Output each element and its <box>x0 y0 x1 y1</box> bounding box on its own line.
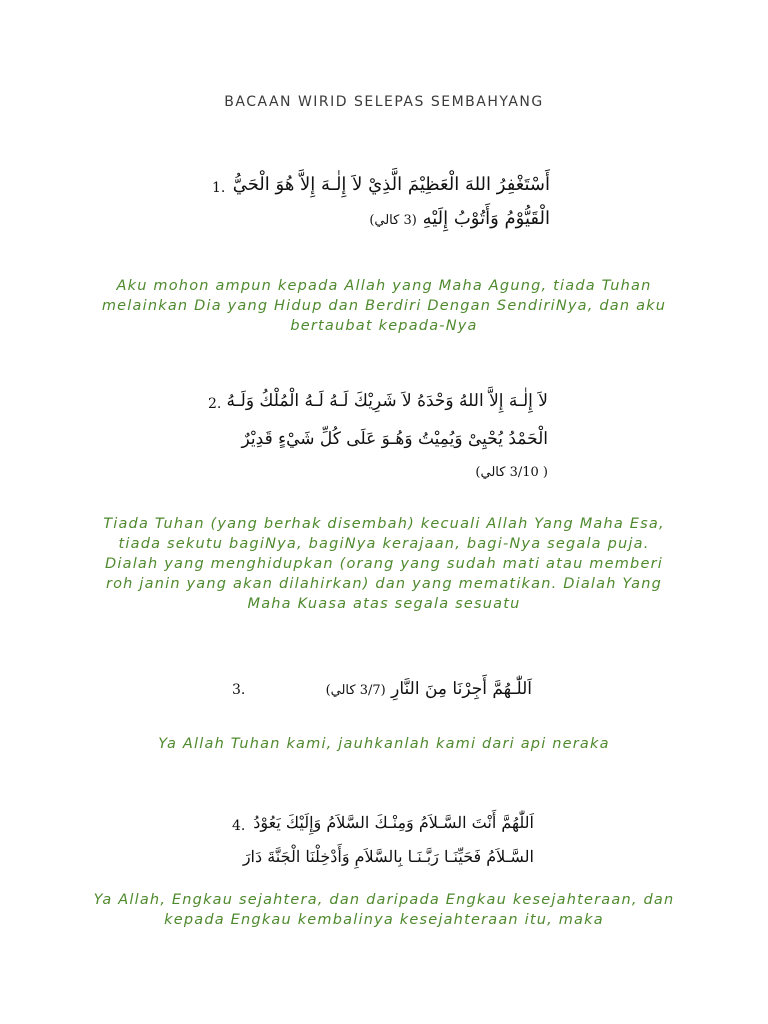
arabic-line: لاَ إِلٰـهَ إِلاَّ اللهُ وَحْدَهُ لاَ شَرِيْكَ لَـهُ لَـهُ الْمُلْكُ وَلَـهُ <box>226 391 548 411</box>
arabic-verse-2 <box>226 382 548 488</box>
translation-3: Ya Allah Tuhan kami, jauhkanlah kami dari api neraka <box>158 736 610 752</box>
arabic-line: السَّـلاَمُ فَحَيِّنَـا رَبَّـنَـا بِالسَّلاَمِ وَأَدْخِلْنَا الْجَنَّةَ دَارَ <box>242 847 534 866</box>
arabic-line: أَسْتَغْفِرُ اللهَ الْعَظِيْمَ الَّذِيْ لاَ إِلٰـهَ إِلاَّ هُوَ الْحَيُّ <box>232 174 550 195</box>
repeat-count: (3/7 كالي) <box>325 683 386 698</box>
arabic-verse-4 <box>242 806 534 874</box>
arabic-line: اَللّٰـهُمَّ أَجِرْنَا مِنَ النَّارِ (3/7 كالي) <box>325 679 532 699</box>
item-number: 3. <box>232 682 246 698</box>
translation-2: Tiada Tuhan (yang berhak disembah) kecuali Allah Yang Maha Esa, tiada sekutu bagiNya, bagiNya kerajaan, bagi-Nya segala puja. Dialah yang menghidupkan (orang yang sudah mati atau memberi roh janin yang akan dilahirkan) dan yang mematikan. Dialah Yang Maha Kuasa atas segala sesuatu <box>103 516 665 612</box>
page-title: BACAAN WIRID SELEPAS SEMBAHYANG <box>224 94 544 110</box>
item-number: 2. <box>208 396 222 412</box>
translation-4: Ya Allah, Engkau sejahtera, dan daripada Engkau kesejahteraan, dan kepada Engkau kembalinya kesejahteraan itu, maka <box>93 892 675 928</box>
arabic-line: الْحَمْدُ يُحْيِىْ وَيُمِيْتُ وَهُـوَ عَلَى كُلِّ شَيْءٍ قَدِيْرٌ <box>241 429 548 449</box>
arabic-line: الْقَيُّوْمُ وَأَتُوْبُ إِلَيْهِ (3 كالي) <box>369 208 550 229</box>
item-number: 4. <box>232 818 246 834</box>
arabic-verse-1 <box>232 168 550 238</box>
arabic-verse-3 <box>325 672 532 708</box>
repeat-count: ( 3/10 كالي) <box>475 465 548 480</box>
translation-1: Aku mohon ampun kepada Allah yang Maha Agung, tiada Tuhan melainkan Dia yang Hidup dan Berdiri Dengan SendiriNya, dan aku bertaubat kepada-Nya <box>101 278 667 334</box>
arabic-line: اَللّٰهُمَّ أَنْتَ السَّـلاَمُ وَمِنْـكَ السَّلاَمُ وَإِلَيْكَ يَعُوْدُ <box>253 813 534 832</box>
repeat-count: (3 كالي) <box>369 213 417 228</box>
item-number: 1. <box>212 180 226 196</box>
